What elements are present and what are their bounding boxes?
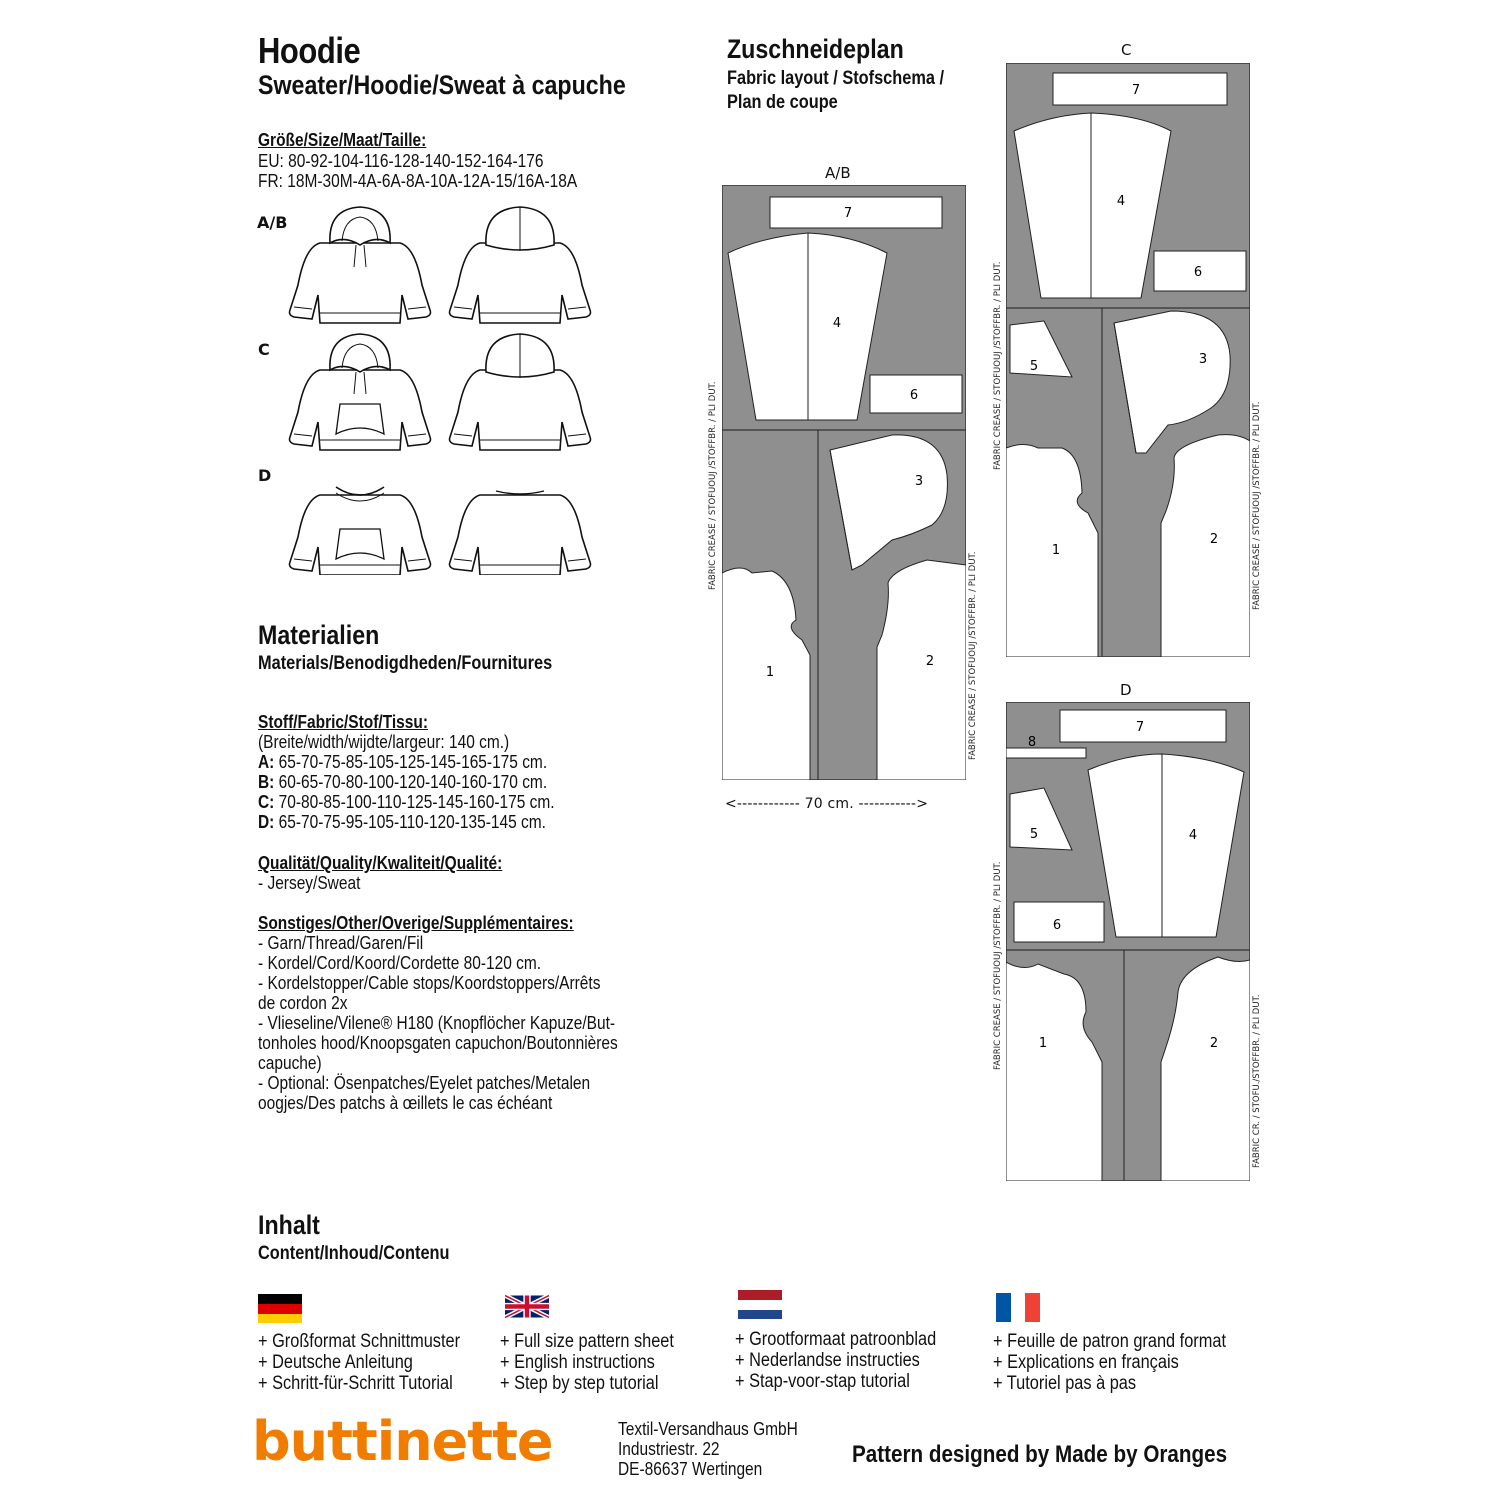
piece-2: 2 bbox=[925, 654, 935, 669]
piece-7: 7 bbox=[1131, 83, 1141, 98]
contents-line: + English instructions bbox=[500, 1352, 655, 1373]
contents-line: + Stap-voor-stap tutorial bbox=[735, 1371, 910, 1392]
contents-line: + Tutoriel pas à pas bbox=[993, 1373, 1137, 1394]
france-flag-icon bbox=[996, 1293, 1040, 1322]
view-label-c: C bbox=[258, 340, 270, 359]
piece-6: 6 bbox=[1052, 918, 1062, 933]
other-item: oogjes/Des patchs à œillets le cas échéant bbox=[258, 1093, 553, 1113]
sizes-heading: Größe/Size/Maat/Taille: bbox=[258, 130, 427, 150]
sweater-d-back-drawing bbox=[450, 491, 591, 575]
hoodie-c-back-drawing bbox=[450, 334, 591, 450]
fabric-variant-c: C: 70-80-85-100-110-125-145-160-175 cm. bbox=[258, 792, 555, 812]
piece-4: 4 bbox=[1188, 828, 1198, 843]
layout-d-diagram bbox=[1006, 702, 1250, 1181]
piece-2: 2 bbox=[1209, 1036, 1219, 1051]
other-item: - Optional: Ösenpatches/Eyelet patches/Metalen bbox=[258, 1073, 591, 1093]
piece-1: 1 bbox=[765, 665, 775, 680]
contents-de-list bbox=[258, 1331, 460, 1394]
fabric-variant-d: D: 65-70-75-95-105-110-120-135-145 cm. bbox=[258, 812, 546, 832]
hoodie-c-front-drawing bbox=[290, 334, 431, 450]
materials-title: Materialien bbox=[258, 620, 380, 650]
address-line: DE-86637 Wertingen bbox=[618, 1459, 763, 1479]
layout-label-ab: A/B bbox=[825, 164, 851, 182]
fabric-crease-label: FABRIC CREASE / STOFUOUJ /STOFFBR. / PLI DUT. bbox=[993, 861, 1003, 1070]
layout-label-d: D bbox=[1120, 681, 1132, 699]
piece-6: 6 bbox=[909, 388, 919, 403]
layout-plan-subtitle-2: Plan de coupe bbox=[727, 92, 838, 113]
contents-line: + Full size pattern sheet bbox=[500, 1331, 674, 1352]
layout-label-c: C bbox=[1121, 41, 1132, 59]
fabric-crease-label: FABRIC CREASE / STOFUOUJ /STOFFBR. / PLI DUT. bbox=[708, 381, 718, 590]
sizes-eu: EU: 80-92-104-116-128-140-152-164-176 bbox=[258, 151, 544, 171]
other-item: tonholes hood/Knoopsgaten capuchon/Boutonnières bbox=[258, 1033, 618, 1053]
address-line: Textil-Versandhaus GmbH bbox=[618, 1419, 798, 1439]
contents-line: + Nederlandse instructies bbox=[735, 1350, 920, 1371]
fabric-width-note: (Breite/width/wijdte/largeur: 140 cm.) bbox=[258, 732, 510, 752]
contents-nl-list bbox=[735, 1329, 936, 1392]
contents-fr-list bbox=[993, 1331, 1226, 1394]
piece-2: 2 bbox=[1209, 532, 1219, 547]
other-item: capuche) bbox=[258, 1053, 322, 1073]
fabric-variant-a: A: 65-70-75-85-105-125-145-165-175 cm. bbox=[258, 752, 548, 772]
contents-line: + Großformat Schnittmuster bbox=[258, 1331, 461, 1352]
hoodie-ab-front-drawing bbox=[290, 207, 431, 323]
netherlands-flag-icon bbox=[738, 1290, 782, 1319]
address-line: Industriestr. 22 bbox=[618, 1439, 720, 1459]
piece-1: 1 bbox=[1051, 543, 1061, 558]
piece-4: 4 bbox=[832, 316, 842, 331]
sizes-fr: FR: 18M-30M-4A-6A-8A-10A-12A-15/16A-18A bbox=[258, 171, 578, 191]
buttinette-logo: buttinette bbox=[252, 1410, 553, 1473]
piece-4: 4 bbox=[1116, 194, 1126, 209]
contents-line: + Schritt-für-Schritt Tutorial bbox=[258, 1373, 453, 1394]
fabric-crease-label: FABRIC CREASE / STOFUOUJ /STOFFBR. / PLI DUT. bbox=[993, 261, 1003, 470]
contents-title: Inhalt bbox=[258, 1210, 320, 1240]
layout-plan-title: Zuschneideplan bbox=[727, 34, 904, 64]
other-item: - Vlieseline/Vilene® H180 (Knopflöcher Kapuze/But- bbox=[258, 1013, 616, 1033]
materials-subtitle: Materials/Benodigdheden/Fournitures bbox=[258, 653, 553, 674]
contents-line: + Step by step tutorial bbox=[500, 1373, 659, 1394]
other-heading: Sonstiges/Other/Overige/Supplémentaires: bbox=[258, 913, 574, 933]
page-subtitle: Sweater/Hoodie/Sweat à capuche bbox=[258, 70, 626, 100]
layout-ab-diagram bbox=[722, 185, 966, 780]
contents-en-list bbox=[500, 1331, 674, 1394]
fabric-width-dimension: <------------ 70 cm. -----------> bbox=[725, 796, 929, 812]
germany-flag-icon bbox=[258, 1294, 302, 1323]
piece-3: 3 bbox=[914, 474, 924, 489]
fabric-crease-label: FABRIC CREASE / STOFUOUJ /STOFFBR. / PLI DUT. bbox=[968, 551, 978, 760]
contents-line: + Explications en français bbox=[993, 1352, 1179, 1373]
piece-3: 3 bbox=[1198, 352, 1208, 367]
hoodie-ab-back-drawing bbox=[450, 207, 591, 323]
contents-line: + Grootformaat patroonblad bbox=[735, 1329, 937, 1350]
quality-heading: Qualität/Quality/Kwaliteit/Qualité: bbox=[258, 853, 503, 873]
other-item: - Garn/Thread/Garen/Fil bbox=[258, 933, 424, 953]
other-item: - Kordel/Cord/Koord/Cordette 80-120 cm. bbox=[258, 953, 542, 973]
contents-subtitle: Content/Inhoud/Contenu bbox=[258, 1243, 450, 1264]
piece-7: 7 bbox=[843, 206, 853, 221]
piece-8: 8 bbox=[1027, 735, 1037, 750]
piece-5: 5 bbox=[1029, 359, 1039, 374]
view-label-ab: A/B bbox=[257, 213, 288, 232]
contents-line: + Deutsche Anleitung bbox=[258, 1352, 413, 1373]
designer-credit: Pattern designed by Made by Oranges bbox=[852, 1441, 1228, 1468]
fabric-crease-label: FABRIC CR. / STOFU./STOFFBR. / PLI DUT. bbox=[1252, 994, 1262, 1168]
sweater-d-front-drawing bbox=[290, 487, 431, 575]
other-item: - Kordelstopper/Cable stops/Koordstoppers/Arrêts bbox=[258, 973, 601, 993]
garment-technical-drawings bbox=[280, 195, 600, 575]
piece-7: 7 bbox=[1135, 720, 1145, 735]
fabric-heading: Stoff/Fabric/Stof/Tissu: bbox=[258, 712, 429, 732]
other-item: de cordon 2x bbox=[258, 993, 348, 1013]
uk-flag-icon bbox=[505, 1292, 549, 1321]
fabric-variant-b: B: 60-65-70-80-100-120-140-160-170 cm. bbox=[258, 772, 548, 792]
view-label-d: D bbox=[258, 466, 272, 485]
piece-6: 6 bbox=[1193, 265, 1203, 280]
page-title: Hoodie bbox=[258, 30, 361, 71]
quality-value: - Jersey/Sweat bbox=[258, 873, 361, 893]
company-address bbox=[618, 1419, 798, 1479]
layout-c-diagram bbox=[1006, 63, 1250, 657]
piece-5: 5 bbox=[1029, 827, 1039, 842]
fabric-crease-label: FABRIC CREASE / STOFUOUJ /STOFFBR. / PLI DUT. bbox=[1252, 401, 1262, 610]
piece-1: 1 bbox=[1038, 1036, 1048, 1051]
contents-line: + Feuille de patron grand format bbox=[993, 1331, 1226, 1352]
layout-plan-subtitle-1: Fabric layout / Stofschema / bbox=[727, 68, 945, 89]
